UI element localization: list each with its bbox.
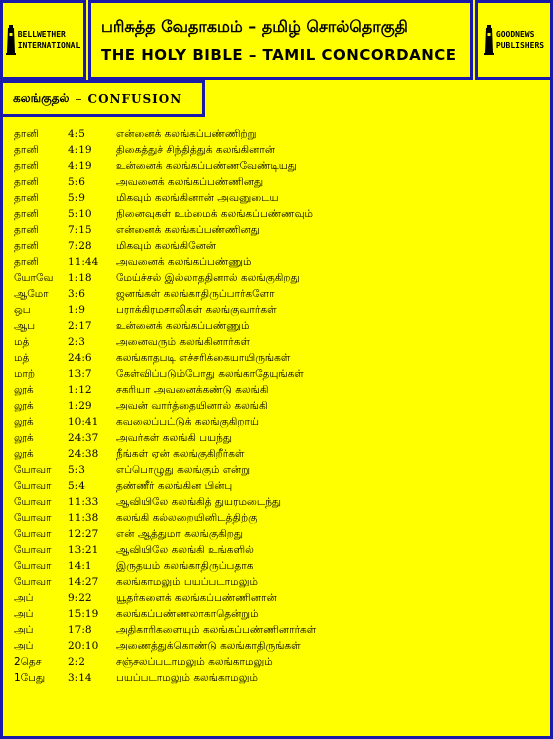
bellwether-logo [0,0,86,80]
entry-row [14,446,544,462]
entry-book: யோவா [14,511,52,524]
entry-text: அவன் வார்த்தையினால் கலங்கி [116,399,268,412]
entry-reference: 4:19 [68,160,92,172]
entry-text: கலங்காதபடி எச்சரிக்கையாயிருங்கள் [116,351,291,364]
entry-reference: 5:6 [68,176,85,188]
entry-book: யோவே [14,271,54,284]
entry-row [14,622,544,638]
entry-book: லூக் [14,447,34,460]
entry-text: கேள்விப்படும்போது கலங்காதேயுங்கள் [116,367,304,380]
entry-text: மிகவும் கலங்கினேன் [116,239,216,252]
entry-book: யோவா [14,543,52,556]
entry-book: அப் [14,591,34,604]
entry-book: அப் [14,607,34,620]
entry-row [14,526,544,542]
entry-book: ஆப [14,319,36,332]
entry-book: யோவா [14,495,52,508]
header [0,0,553,80]
entry-reference: 1:29 [68,400,92,412]
logo-line-1: BELLWETHER [17,30,66,39]
entry-text: என்னைக் கலங்கப்பண்ணிற்று [116,127,257,140]
entry-book: தானி [14,255,39,268]
entry-row [14,590,544,606]
entry-book: ஒப [14,303,31,316]
entry-reference: 2:3 [68,336,85,348]
lighthouse-icon [6,25,16,55]
entry-text: கலங்கி கல்லறையினிடத்திற்கு [116,511,258,524]
entry-text: அவர்கள் கலங்கி பயந்து [116,431,232,444]
entry-book: யோவா [14,527,52,540]
title-english: THE HOLY BIBLE – TAMIL CONCORDANCE [101,45,457,64]
entry-text: பராக்கிரமசாலிகள் கலங்குவார்கள் [116,303,277,316]
entry-book: லூக் [14,431,34,444]
entry-text: ஆவியிலே கலங்கி உங்களில் [116,543,254,556]
entry-row [14,654,544,670]
entry-book: தானி [14,159,39,172]
entry-text: நினைவுகள் உம்மைக் கலங்கப்பண்ணவும் [116,207,313,220]
entry-row [14,350,544,366]
entry-row [14,158,544,174]
entry-book: தானி [14,207,39,220]
entry-text: கலங்காமலும் பயப்படாமலும் [116,575,258,588]
entry-text: கவலைப்பட்டுக் கலங்குகிறாய் [116,415,259,428]
headword-tamil: கலங்குதல் [13,90,70,105]
entry-row [14,206,544,222]
entry-reference: 20:10 [68,640,99,652]
entry-row [14,174,544,190]
entry-reference: 14:1 [68,560,92,572]
entry-text: அவனைக் கலங்கப்பண்ணினது [116,175,264,188]
entry-reference: 3:14 [68,672,92,684]
entry-reference: 5:3 [68,464,85,476]
title-box [88,0,473,80]
entry-row [14,462,544,478]
entry-reference: 24:37 [68,432,99,444]
entry-row [14,638,544,654]
entry-book: தானி [14,175,39,188]
entry-row [14,558,544,574]
entry-reference: 4:5 [68,128,85,140]
entry-book: யோவா [14,559,52,572]
entry-reference: 15:19 [68,608,99,620]
logo-line-2: PUBLISHERS [495,41,545,50]
entry-reference: 4:19 [68,144,92,156]
logo-line-1: GOODNEWS [495,30,535,39]
entry-reference: 13:7 [68,368,92,380]
entry-book: லூக் [14,399,34,412]
entry-row [14,222,544,238]
entry-text: ஜனங்கள் கலங்காதிருப்பார்களோ [116,287,275,300]
entry-book: யோவா [14,575,52,588]
entry-text: அதிகாரிகளையும் கலங்கப்பண்ணினார்கள் [116,623,317,636]
entry-book: தானி [14,239,39,252]
headword-separator: – [75,91,82,106]
entry-reference: 2:2 [68,656,85,668]
entry-book: மத் [14,351,30,364]
headword-english: CONFUSION [87,91,183,106]
entry-row [14,510,544,526]
entry-text: நீங்கள் ஏன் கலங்குகிறீர்கள் [116,447,245,460]
entry-text: சஞ்சலப்படாமலும் கலங்காமலும் [116,655,273,668]
entry-text: மிகவும் கலங்கினான் அவனுடைய [116,191,279,204]
entry-reference: 7:28 [68,240,92,252]
entry-reference: 1:9 [68,304,85,316]
entry-text: என் ஆத்துமா கலங்குகிறது [116,527,243,540]
entry-reference: 11:44 [68,256,99,268]
entry-row [14,398,544,414]
entry-reference: 2:17 [68,320,92,332]
entry-book: மத் [14,335,30,348]
headword-box [0,80,205,117]
entry-reference: 12:27 [68,528,99,540]
entry-book: தானி [14,143,39,156]
entry-row [14,366,544,382]
entry-text: அவனைக் கலங்கப்பண்ணும் [116,255,252,268]
entry-reference: 24:38 [68,448,99,460]
entry-reference: 7:15 [68,224,92,236]
entry-list [14,126,544,686]
entry-row [14,254,544,270]
entry-row [14,542,544,558]
entry-row [14,430,544,446]
entry-text: இருதயம் கலங்காதிருப்பதாக [116,559,254,572]
entry-row [14,494,544,510]
entry-reference: 5:9 [68,192,85,204]
entry-text: அணைத்துக்கொண்டு கலங்காதிருங்கள் [116,639,301,652]
entry-row [14,302,544,318]
entry-row [14,334,544,350]
entry-book: தானி [14,191,39,204]
entry-row [14,670,544,686]
entry-text: கலங்கப்பண்ணலாகாதென்றும் [116,607,259,620]
entry-book: அப் [14,639,34,652]
entry-reference: 5:10 [68,208,92,220]
entry-book: யோவா [14,479,52,492]
entry-reference: 9:22 [68,592,92,604]
entry-reference: 1:18 [68,272,92,284]
title-tamil: பரிசுத்த வேதாகமம் – தமிழ் சொல்தொகுதி [101,16,408,36]
entry-row [14,574,544,590]
logo-line-2: INTERNATIONAL [17,41,81,50]
entry-text: பயப்படாமலும் கலங்காமலும் [116,671,258,684]
entry-row [14,606,544,622]
entry-reference: 3:6 [68,288,85,300]
lighthouse-icon [484,25,494,55]
entry-text: உன்னைக் கலங்கப்பண்ணும் [116,319,250,332]
entry-row [14,142,544,158]
entry-text: தண்ணீர் கலங்கின பின்பு [116,479,233,492]
entry-text: என்னைக் கலங்கப்பண்ணினது [116,223,260,236]
entry-row [14,382,544,398]
entry-book: லூக் [14,383,34,396]
entry-book: தானி [14,223,39,236]
entry-row [14,414,544,430]
entry-reference: 24:6 [68,352,92,364]
entry-book: யோவா [14,463,52,476]
entry-text: அனைவரும் கலங்கினார்கள் [116,335,250,348]
entry-text: மேய்ச்சல் இல்லாததினால் கலங்குகிறது [116,271,300,284]
entry-book: அப் [14,623,34,636]
entry-row [14,286,544,302]
entry-text: திகைத்துச் சிந்தித்துக் கலங்கினான் [116,143,275,156]
entry-reference: 14:27 [68,576,99,588]
entry-text: யூதர்களைக் கலங்கப்பண்ணினான் [116,591,277,604]
entry-text: எப்பொழுது கலங்கும் என்று [116,463,250,476]
entry-reference: 1:12 [68,384,92,396]
entry-row [14,318,544,334]
entry-reference: 10:41 [68,416,99,428]
entry-book: 2தெச [14,655,42,668]
entry-book: தானி [14,127,39,140]
entry-row [14,238,544,254]
entry-reference: 11:33 [68,496,99,508]
entry-reference: 5:4 [68,480,85,492]
entry-text: சகரியா அவனைக்கண்டு கலங்கி [116,383,269,396]
entry-book: மாற் [14,367,36,380]
entry-row [14,478,544,494]
entry-row [14,270,544,286]
entry-reference: 13:21 [68,544,99,556]
entry-text: ஆவியிலே கலங்கித் துயரமடைந்து [116,495,282,508]
entry-book: லூக் [14,415,34,428]
entry-text: உன்னைக் கலங்கப்பண்ணவேண்டியது [116,159,297,172]
entry-book: 1பேது [14,671,46,684]
goodnews-logo [475,0,553,80]
entry-book: ஆமோ [14,287,49,300]
entry-reference: 11:38 [68,512,99,524]
entry-row [14,190,544,206]
entry-reference: 17:8 [68,624,92,636]
entry-row [14,126,544,142]
